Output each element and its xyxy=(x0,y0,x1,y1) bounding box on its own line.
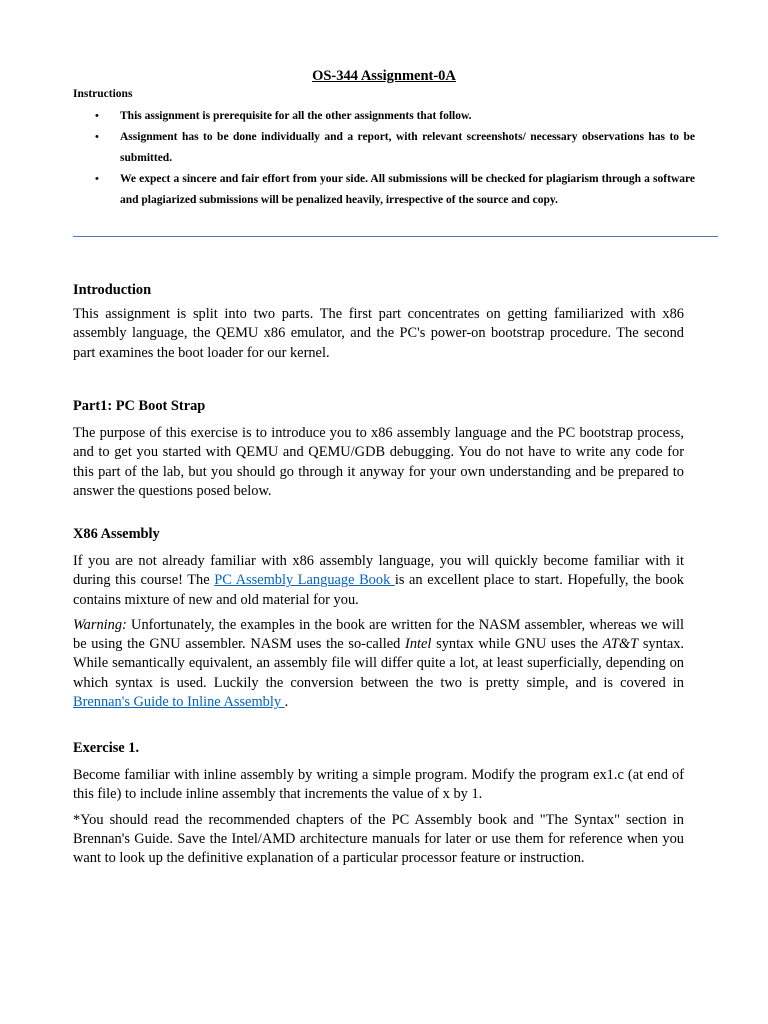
instruction-text: Assignment has to be done individually and a report, with relevant screenshots/ necessary observations has to be submitted. xyxy=(120,131,695,164)
exercise1-heading: Exercise 1. xyxy=(73,740,140,756)
part1-section xyxy=(73,398,684,501)
introduction-section xyxy=(73,282,684,363)
x86-assembly-heading: X86 Assembly xyxy=(73,526,160,542)
warning-text: syntax while GNU uses the xyxy=(431,636,603,653)
exercise1-note: *You should read the recommended chapters of the PC Assembly book and "The Syntax" section in Brennan's Guide. Save the Intel/AMD architecture manuals for later or use them for reference when you want to look up the definitive explanation of a particular processor feature or instruction. xyxy=(73,811,684,867)
x86-intro-text: If you are not already familiar with x86 assembly language, you will quickly become familiar with it during this course! The xyxy=(73,553,684,589)
exercise1-text: Become familiar with inline assembly by writing a simple program. Modify the program ex1.c (at end of this file) to include inline assembly that increments the value of x by 1. xyxy=(73,767,684,803)
introduction-text: This assignment is split into two parts. The first part concentrates on getting familiarized with x86 assembly language, the QEMU x86 emulator, and the PC's power-on bootstrap procedure. The second part examines the boot loader for our kernel. xyxy=(73,306,684,361)
instruction-item xyxy=(73,169,695,211)
exercise1-section xyxy=(73,740,684,868)
x86-assembly-section xyxy=(73,526,684,712)
instructions-heading: Instructions xyxy=(73,88,133,100)
pc-assembly-book-link[interactable]: PC Assembly Language Book xyxy=(214,572,395,589)
instruction-text: This assignment is prerequisite for all the other assignments that follow. xyxy=(120,110,472,122)
document-title: OS-344 Assignment-0A xyxy=(312,68,456,84)
part1-text: The purpose of this exercise is to introduce you to x86 assembly language and the PC bootstrap process, and to get you started with QEMU and QEMU/GDB debugging. You do not have to write any code for this part of the lab, but you should go through it anyway for your own understanding and be prepared to answer the questions posed below. xyxy=(73,425,684,499)
instructions-list xyxy=(73,106,695,211)
warning-text: Unfortunately, the examples in the book are written for the NASM assembler, whereas we will be using the GNU assembler. NASM uses the so-called xyxy=(73,616,684,653)
bullet-icon: • xyxy=(95,110,99,122)
section-divider xyxy=(73,236,718,237)
intel-term: Intel xyxy=(405,636,432,653)
instruction-item xyxy=(73,127,695,169)
x86-intro-paragraph xyxy=(73,552,684,610)
bullet-icon: • xyxy=(95,131,99,143)
bullet-icon: • xyxy=(95,173,99,185)
warning-text: syntax. While semantically equivalent, an assembly file will differ quite a lot, at least superficially, depending on which syntax is used. Luckily the conversion between the two is pretty simple, and is covered in xyxy=(73,636,685,691)
part1-heading: Part1: PC Boot Strap xyxy=(73,398,206,414)
introduction-heading: Introduction xyxy=(73,282,152,298)
warning-paragraph xyxy=(73,616,684,712)
instruction-item xyxy=(73,106,695,127)
instruction-text: We expect a sincere and fair effort from your side. All submissions will be checked for plagiarism through a software and plagiarized submissions will be penalized heavily, irrespective of the source and copy. xyxy=(120,173,695,206)
warning-label: Warning: xyxy=(73,616,127,633)
att-term: AT&T xyxy=(602,636,639,653)
brennans-guide-link[interactable]: Brennan's Guide to Inline Assembly xyxy=(73,694,285,711)
x86-intro-text-end: is an excellent place to start. Hopefully, the book contains mixture of new and old material for you. xyxy=(73,572,684,608)
warning-text-end: . xyxy=(284,694,289,711)
